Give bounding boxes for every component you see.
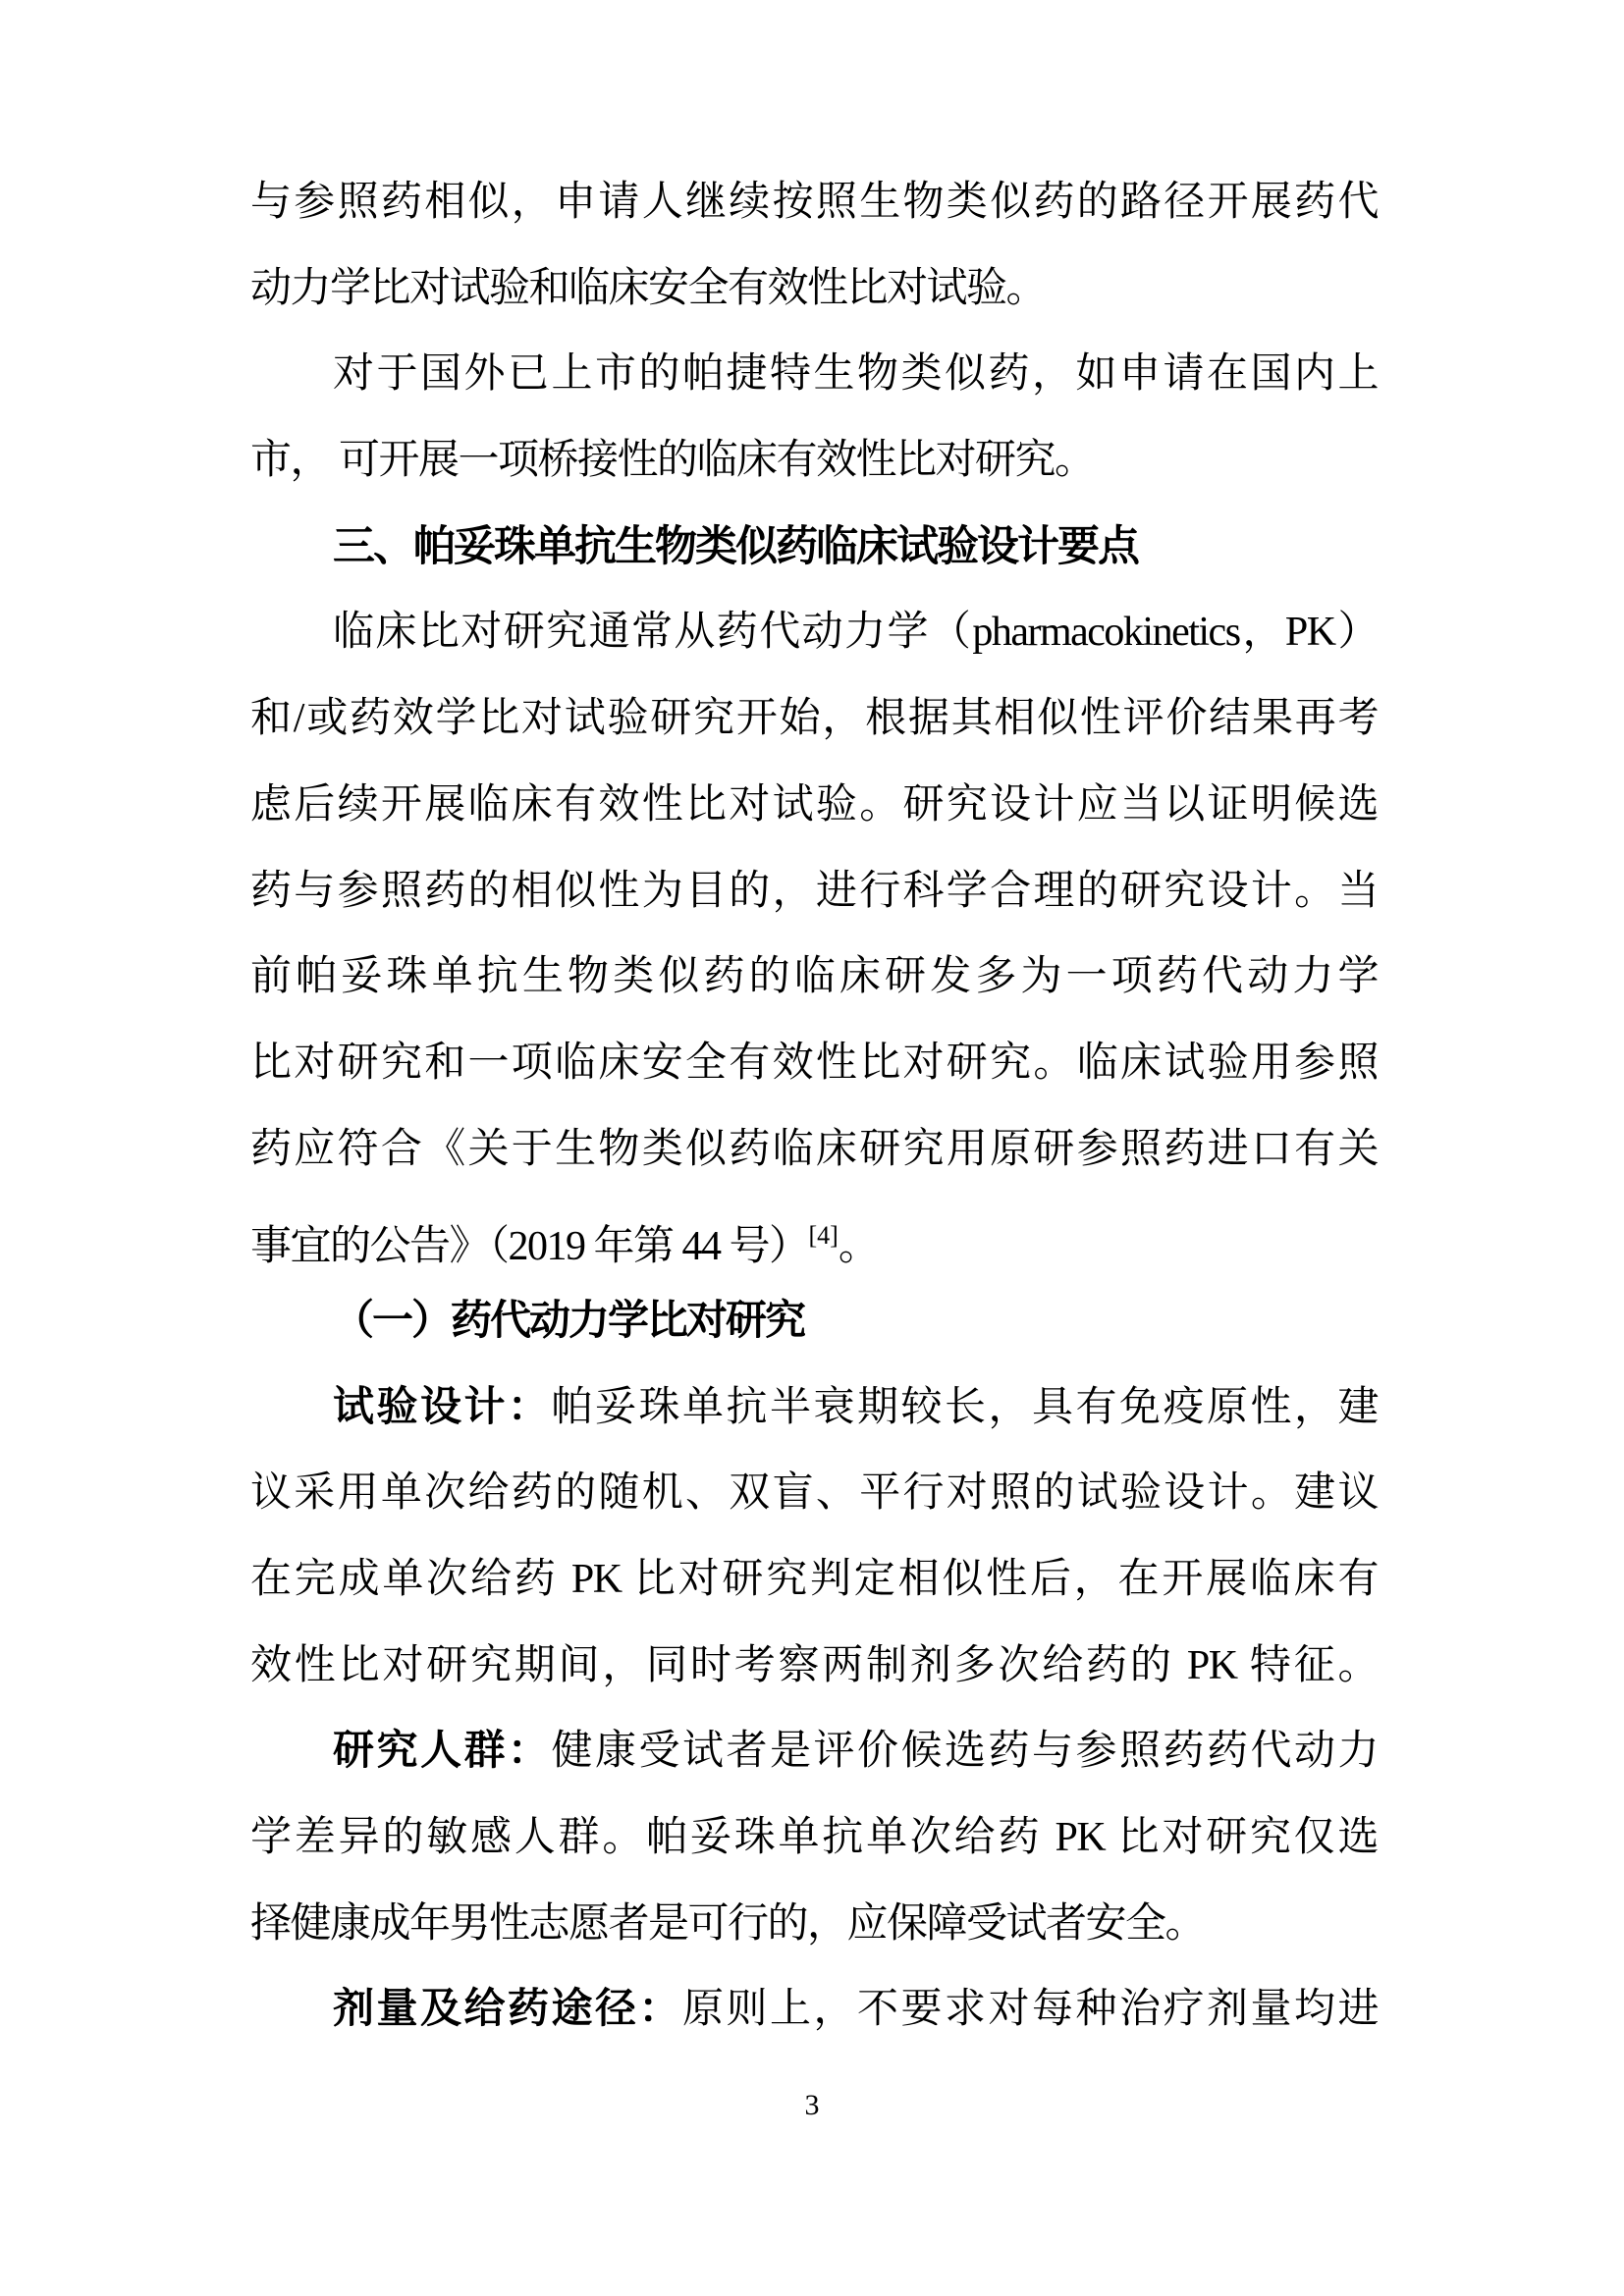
body-line — [250, 934, 1378, 1021]
body-line — [250, 418, 1378, 505]
page-number: 3 — [804, 2089, 820, 2121]
body-line — [250, 1107, 1378, 1194]
bold-lead-text: 研究人群： — [333, 1729, 552, 1775]
text-segment: 临床比对研究通常从药代动力学（pharmacokinetics，PK） — [333, 610, 1378, 656]
text-segment: 效性比对研究期间，同时考察两制剂多次给药的 PK 特征。 — [250, 1642, 1378, 1688]
body-line — [250, 1624, 1378, 1710]
bold-lead-text: （一）药代动力学比对研究 — [333, 1298, 805, 1344]
text-segment: 对于国外已上市的帕捷特生物类似药，如申请在国内上 — [333, 351, 1378, 398]
text-segment: 原则上，不要求对每种治疗剂量均进 — [682, 1987, 1378, 2033]
text-segment: 市， 可开展一项桥接性的临床有效性比对研究。 — [250, 438, 1095, 484]
body-line — [250, 332, 1378, 418]
text-segment: 虑后续开展临床有效性比对试验。研究设计应当以证明候选 — [250, 781, 1378, 828]
body-line — [250, 1882, 1378, 1968]
sub-section-heading — [250, 1279, 1378, 1365]
text-segment: 与参照药相似，申请人继续按照生物类似药的路径开展药代 — [250, 180, 1378, 225]
body-line — [250, 1709, 1378, 1795]
text-segment: 。 — [838, 1224, 879, 1270]
body-line — [250, 1021, 1378, 1107]
text-segment: 事宜的公告》（2019 年第 44 号） — [250, 1224, 809, 1270]
text-segment: 前帕妥珠单抗生物类似药的临床研发多为一项药代动力学 — [250, 954, 1378, 1000]
bold-lead-text: 三、帕妥珠单抗生物类似药临床试验设计要点 — [333, 522, 1138, 570]
body-line — [250, 763, 1378, 849]
bold-lead-text: 试验设计： — [333, 1384, 552, 1430]
reference-superscript: [4] — [808, 1221, 839, 1251]
text-segment: 药与参照药的相似性为目的，进行科学合理的研究设计。当 — [250, 868, 1378, 914]
text-segment: 健康受试者是评价候选药与参照药药代动力 — [551, 1729, 1378, 1775]
body-line — [250, 1537, 1378, 1624]
text-segment: 议采用单次给药的随机、双盲、平行对照的试验设计。建议 — [250, 1470, 1378, 1517]
body-line — [250, 1365, 1378, 1452]
body-line — [250, 676, 1378, 763]
text-segment: 动力学比对试验和临床安全有效性比对试验。 — [250, 265, 1047, 311]
text-segment: 学差异的敏感人群。帕妥珠单抗单次给药 PK 比对研究仅选 — [250, 1815, 1378, 1861]
body-line — [250, 160, 1378, 246]
body-line — [250, 246, 1378, 333]
section-heading — [250, 505, 1378, 591]
body-line — [250, 590, 1378, 676]
body-line — [250, 1967, 1378, 2054]
text-segment: 在完成单次给药 PK 比对研究判定相似性后，在开展临床有 — [250, 1557, 1378, 1602]
body-line — [250, 1795, 1378, 1882]
text-segment: 帕妥珠单抗半衰期较长，具有免疫原性，建 — [551, 1384, 1378, 1430]
body-line — [250, 1451, 1378, 1537]
page-text — [250, 160, 1378, 2054]
text-segment: 比对研究和一项临床安全有效性比对研究。临床试验用参照 — [250, 1040, 1378, 1086]
body-line — [250, 1193, 1378, 1279]
text-segment: 药应符合《关于生物类似药临床研究用原研参照药进口有关 — [250, 1126, 1378, 1172]
bold-lead-text: 剂量及给药途径： — [333, 1987, 682, 2033]
text-segment: 和/或药效学比对试验研究开始，根据其相似性评价结果再考 — [250, 696, 1378, 742]
text-segment: 择健康成年男性志愿者是可行的，应保障受试者安全。 — [250, 1900, 1206, 1947]
body-line — [250, 849, 1378, 935]
